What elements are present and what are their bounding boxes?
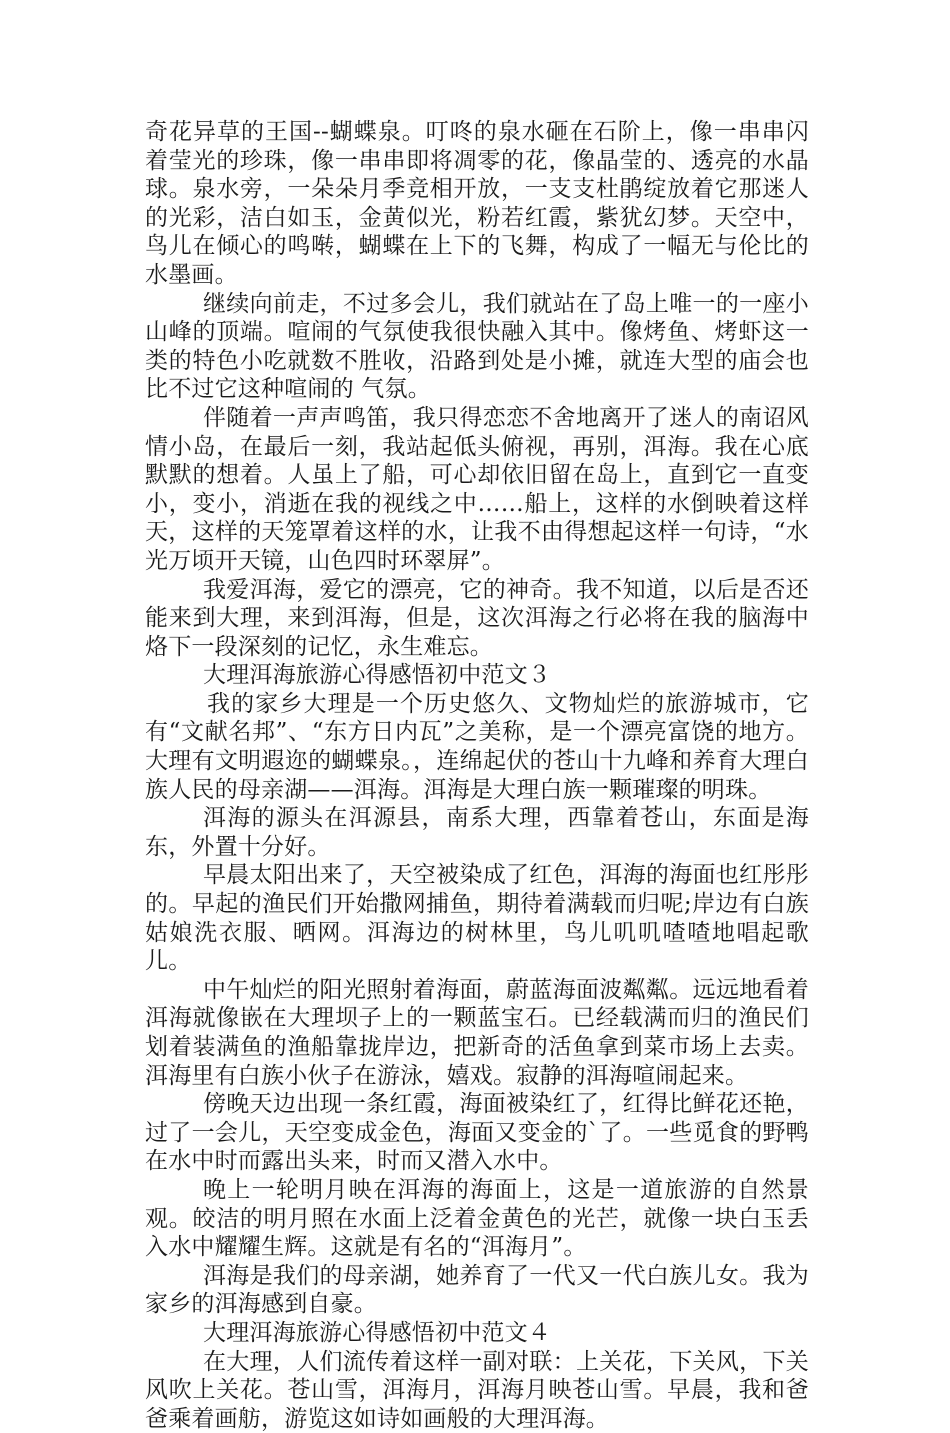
paragraph-noon: 中午灿烂的阳光照射着海面，蔚蓝海面波粼粼。远远地看着洱海就像嵌在大理坝子上的一颗蓝宝石。已经载满而归的渔民们划着装满鱼的渔船靠拢岸边，把新奇的活鱼拿到菜市场上去卖。洱海里有白族小伙子在游泳，嬉戏。寂静的洱海喧闹起来。 [145, 976, 809, 1089]
paragraph-night: 晚上一轮明月映在洱海的海面上，这是一道旅游的自然景观。皎洁的明月照在水面上泛着金黄色的光芒，就像一块白玉丢入水中耀耀生辉。这就是有名的“洱海月”。 [145, 1176, 809, 1261]
paragraph-hometown: 我的家乡大理是一个历史悠久、文物灿烂的旅游城市，它有“文献名邦”、“东方日内瓦”之美称，是一个漂亮富饶的地方。大理有文明遐迩的蝴蝶泉。，连绵起伏的苍山十九峰和养育大理白族人民的母亲湖——洱海。洱海是大理白族一颗璀璨的明珠。 [145, 690, 809, 803]
document-body [145, 118, 809, 1433]
paragraph-source: 洱海的源头在洱源县，南系大理，西靠着苍山，东面是海东，外置十分好。 [145, 805, 809, 860]
paragraph-mother-lake: 洱海是我们的母亲湖，她养育了一代又一代白族儿女。我为家乡的洱海感到自豪。 [145, 1262, 809, 1318]
paragraph-couplet: 在大理，人们流传着这样一副对联：上关花，下关风，下关风吹上关花。苍山雪，洱海月，洱海月映苍山雪。早晨，我和爸爸乘着画舫，游览这如诗如画般的大理洱海。 [145, 1348, 809, 1432]
paragraph-farewell: 伴随着一声声鸣笛，我只得恋恋不舍地离开了迷人的南诏风情小岛，在最后一刻，我站起低头俯视，再别，洱海。我在心底默默的想着。人虽上了船，可心却依旧留在岛上，直到它一直变小，变小，消逝在我的视线之中……船上，这样的水倒映着这样天，这样的天笼罩着这样的水，让我不由得想起这样一句诗，“水光万顷开天镜，山色四时环翠屏”。 [145, 404, 809, 574]
section-heading-3: 大理洱海旅游心得感悟初中范文３ [203, 662, 551, 689]
paragraph-morning: 早晨太阳出来了，天空被染成了红色，洱海的海面也红彤彤的。早起的渔民们开始撒网捕鱼，期待着满载而归呢;岸边有白族姑娘洗衣服、晒网。洱海边的树林里，鸟儿叽叽喳喳地唱起歌儿。 [145, 862, 809, 975]
paragraph-love-erhai: 我爱洱海，爱它的漂亮，它的神奇。我不知道，以后是否还能来到大理，来到洱海，但是，这次洱海之行必将在我的脑海中烙下一段深刻的记忆，永生难忘。 [145, 576, 809, 660]
paragraph-evening: 傍晚天边出现一条红霞，海面被染红了，红得比鲜花还艳，过了一会儿，天空变成金色，海面又变金的`了。一些觅食的野鸭在水中时而露出头来，时而又潜入水中。 [145, 1091, 809, 1175]
paragraph-butterfly-spring: 奇花异草的王国--蝴蝶泉。叮咚的泉水砸在石阶上，像一串串闪着莹光的珍珠，像一串串即将凋零的花，像晶莹的、透亮的水晶球。泉水旁，一朵朵月季竞相开放，一支支杜鹃绽放着它那迷人的光彩，洁白如玉，金黄似光，粉若红霞，紫犹幻梦。天空中，鸟儿在倾心的鸣啭，蝴蝶在上下的飞舞，构成了一幅无与伦比的水墨画。 [145, 119, 809, 288]
section-heading-4: 大理洱海旅游心得感悟初中范文４ [203, 1319, 551, 1346]
paragraph-hilltop: 继续向前走，不过多会儿，我们就站在了岛上唯一的一座小山峰的顶端。喧闹的气氛使我很快融入其中。像烤鱼、烤虾这一类的特色小吃就数不胜收，沿路到处是小摊，就连大型的庙会也比不过它这种喧闹的 气氛。 [145, 290, 809, 403]
